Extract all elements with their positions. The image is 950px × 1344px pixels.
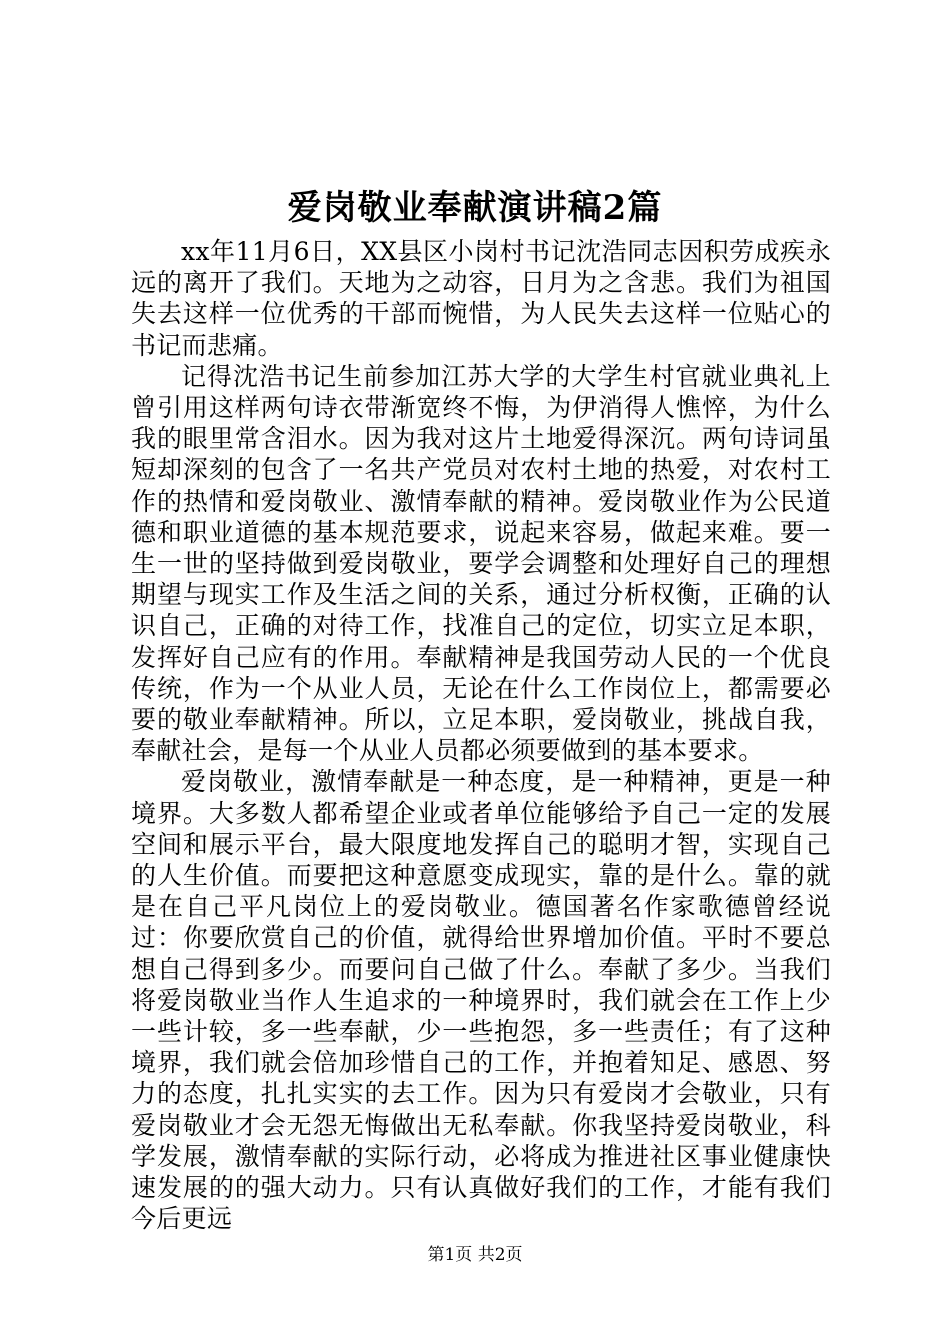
body-paragraph: xx年11月6日，XX县区小岗村书记沈浩同志因积劳成疾永远的离开了我们。天地为之动容，日月为之含悲。我们为祖国失去这样一位优秀的干部而惋惜，为人民失去这样一位贴心的书记而悲痛。 xyxy=(131,237,831,360)
page-footer: 第1页 共2页 xyxy=(427,1245,523,1265)
document-body xyxy=(131,236,831,1235)
document-title: 爱岗敬业奉献演讲稿2篇 xyxy=(287,188,663,228)
body-paragraph: 记得沈浩书记生前参加江苏大学的大学生村官就业典礼上曾引用这样两句诗衣带渐宽终不悔，为伊消得人憔悴，为什么我的眼里常含泪水。因为我对这片土地爱得深沉。两句诗词虽短却深刻的包含了一名共产党员对农村土地的热爱，对农村工作的热情和爱岗敬业、激情奉献的精神。爱岗敬业作为公民道德和职业道德的基本规范要求，说起来容易，做起来难。要一生一世的坚持做到爱岗敬业，要学会调整和处理好自己的理想期望与现实工作及生活之间的关系，通过分析权衡，正确的认识自己，正确的对待工作，找准自己的定位，切实立足本职，发挥好自己应有的作用。奉献精神是我国劳动人民的一个优良传统，作为一个从业人员，无论在什么工作岗位上，都需要必要的敬业奉献精神。所以，立足本职，爱岗敬业，挑战自我，奉献社会，是每一个从业人员都必须要做到的基本要求。 xyxy=(131,361,831,766)
body-paragraph: 爱岗敬业，激情奉献是一种态度，是一种精神，更是一种境界。大多数人都希望企业或者单位能够给予自己一定的发展空间和展示平台，最大限度地发挥自己的聪明才智，实现自己的人生价值。而要把这种意愿变成现实，靠的是什么。靠的就是在自己平凡岗位上的爱岗敬业。德国著名作家歌德曾经说过：你要欣赏自己的价值，就得给世界增加价值。平时不要总想自己得到多少。而要问自己做了什么。奉献了多少。当我们将爱岗敬业当作人生追求的一种境界时，我们就会在工作上少一些计较，多一些奉献，少一些抱怨，多一些责任；有了这种境界，我们就会倍加珍惜自己的工作，并抱着知足、感恩、努力的态度，扎扎实实的去工作。因为只有爱岗才会敬业，只有爱岗敬业才会无怨无悔做出无私奉献。你我坚持爱岗敬业，科学发展，激情奉献的实际行动，必将成为推进社区事业健康快速发展的的强大动力。只有认真做好我们的工作，才能有我们今后更远 xyxy=(131,767,831,1234)
